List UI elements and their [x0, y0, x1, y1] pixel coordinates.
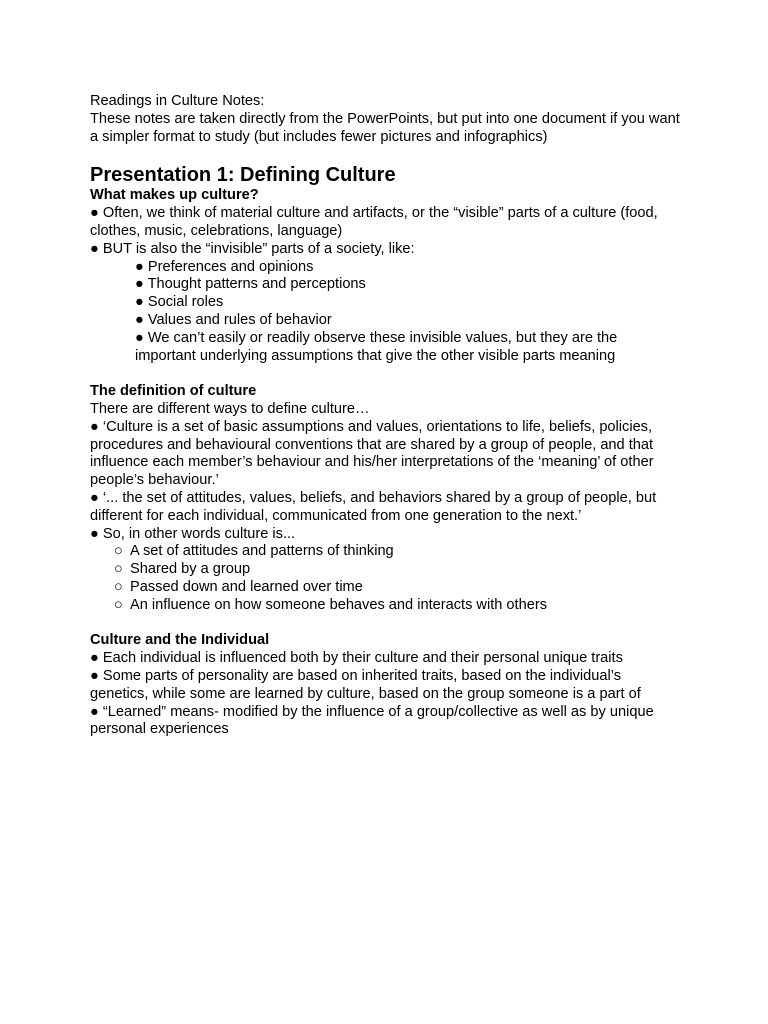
section-heading: What makes up culture?	[90, 187, 259, 204]
bullet-item: ● Each individual is influenced both by their culture and their personal unique traits	[90, 650, 623, 667]
sub-bullet-item: ● Thought patterns and perceptions	[135, 276, 366, 293]
hollow-circle-icon: ○	[114, 578, 123, 595]
hollow-circle-icon: ○	[114, 596, 123, 613]
hollow-bullet-text: An influence on how someone behaves and interacts with others	[130, 596, 547, 613]
sub-bullet-item: ● Social roles	[135, 294, 224, 311]
hollow-bullet-item	[114, 579, 690, 597]
bullet-item: ● Often, we think of material culture and artifacts, or the “visible” parts of a culture (food, clothes, music, celebrations, language)	[90, 205, 658, 239]
intro-block	[90, 93, 690, 146]
hollow-bullet-item	[114, 597, 690, 615]
hollow-bullet-text: Passed down and learned over time	[130, 578, 363, 595]
bullet-item: ● Some parts of personality are based on inherited traits, based on the individual’s genetics, while some are learned by culture, based on the group someone is a part of	[90, 667, 641, 702]
intro-title: Readings in Culture Notes:	[90, 93, 265, 109]
document-page	[90, 93, 690, 739]
bullet-item: ● ‘... the set of attitudes, values, beliefs, and behaviors shared by a group of people, but different for each individual, communicated from one generation to the next.’	[90, 489, 657, 524]
section-culture-and-individual	[90, 632, 690, 739]
bullet-item: ● “Learned” means- modified by the influence of a group/collective as well as by unique personal experiences	[90, 703, 654, 738]
section-intro: There are different ways to define culture…	[90, 400, 370, 417]
hollow-bullet-list	[90, 543, 690, 614]
presentation-heading: Presentation 1: Defining Culture	[90, 164, 396, 187]
bullet-item: ● BUT is also the “invisible” parts of a society, like:	[90, 240, 415, 257]
spacer	[90, 365, 690, 383]
sub-bullet-item: ● Preferences and opinions	[135, 258, 314, 275]
intro-text: These notes are taken directly from the PowerPoints, but put into one document if you want a simpler format to study (but includes fewer pictures and infographics)	[90, 110, 680, 145]
sub-bullet-item: ● We can’t easily or readily observe these invisible values, but they are the important underlying assumptions that give the other visible parts meaning	[135, 329, 618, 364]
hollow-bullet-item	[114, 561, 690, 579]
hollow-bullet-item	[114, 543, 690, 561]
bullet-item: ● ‘Culture is a set of basic assumptions and values, orientations to life, beliefs, policies, procedures and behavioural conventions that are shared by a group of people, and that influence each member’s behaviour and his/her interpretations of the ‘meaning’ of other people’s behaviour.’	[90, 418, 654, 489]
hollow-bullet-text: Shared by a group	[130, 561, 251, 578]
spacer	[90, 615, 690, 633]
sub-bullet-item: ● Values and rules of behavior	[135, 311, 332, 328]
sub-bullet-list	[90, 259, 690, 366]
hollow-bullet-text: A set of attitudes and patterns of thinking	[130, 543, 394, 560]
hollow-circle-icon: ○	[114, 543, 123, 560]
section-heading: The definition of culture	[90, 383, 257, 400]
section-definition-of-culture	[90, 383, 690, 614]
section-heading: Culture and the Individual	[90, 632, 270, 649]
bullet-item: ● So, in other words culture is...	[90, 525, 296, 542]
hollow-circle-icon: ○	[114, 561, 123, 578]
section-what-makes-up-culture	[90, 187, 690, 365]
